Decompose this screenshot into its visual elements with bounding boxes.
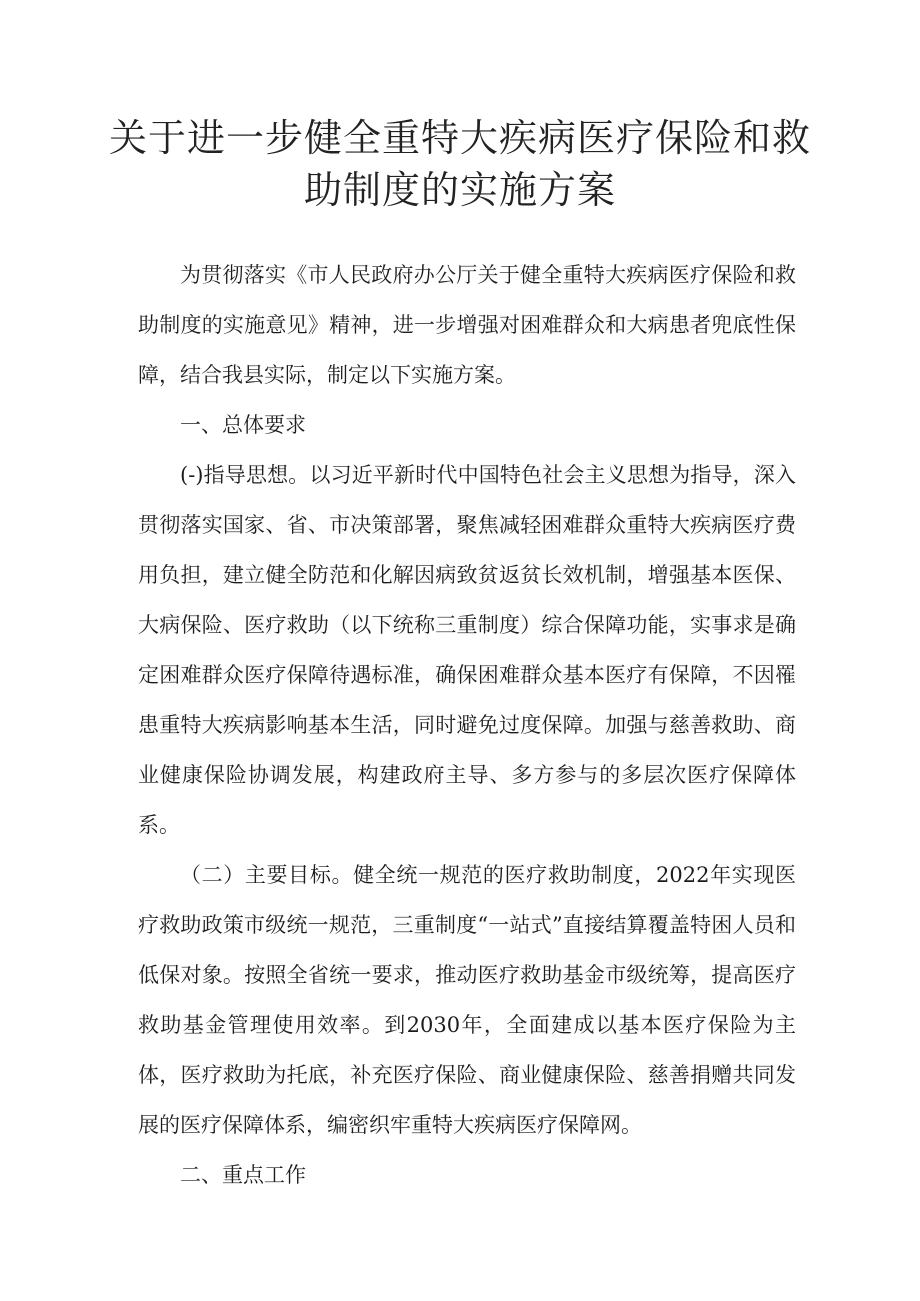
document-title <box>60 112 860 216</box>
document-title-line-1: 关于进一步健全重特大疾病医疗保险和救 <box>108 116 811 160</box>
guiding-thought-paragraph: (-)指导思想。以习近平新时代中国特色社会主义思想为指导，深入贯彻落实国家、省、市决策部署，聚焦减轻困难群众重特大疾病医疗费用负担，建立健全防范和化解因病致贫返贫长效机制，增强基本医保、大病保险、医疗救助（以下统称三重制度）综合保障功能，实事求是确定困难群众医疗保障待遇标准，确保困难群众基本医疗有保障，不因罹患重特大疾病影响基本生活，同时避免过度保障。加强与慈善救助、商业健康保险协调发展，构建政府主导、多方参与的多层次医疗保障体系。 <box>138 463 796 837</box>
section-heading-key-tasks: 二、重点工作 <box>180 1163 306 1187</box>
document-title-line-2: 助制度的实施方案 <box>303 168 616 212</box>
intro-paragraph: 为贯彻落实《市人民政府办公厅关于健全重特大疾病医疗保险和救助制度的实施意见》精神，进一步增强对困难群众和大病患者兜底性保障，结合我县实际，制定以下实施方案。 <box>138 263 796 387</box>
section-heading-general-requirements: 一、总体要求 <box>180 413 306 437</box>
main-goals-paragraph: （二）主要目标。健全统一规范的医疗救助制度，2022年实现医疗救助政策市级统一规范，三重制度“一站式”直接结算覆盖特困人员和低保对象。按照全省统一要求，推动医疗救助基金市级统筹，提高医疗救助基金管理使用效率。到2030年，全面建成以基本医疗保险为主体，医疗救助为托底，补充医疗保险、商业健康保险、慈善捐赠共同发展的医疗保障体系，编密织牢重特大疾病医疗保障网。 <box>138 863 796 1137</box>
document-body <box>138 250 796 1200</box>
